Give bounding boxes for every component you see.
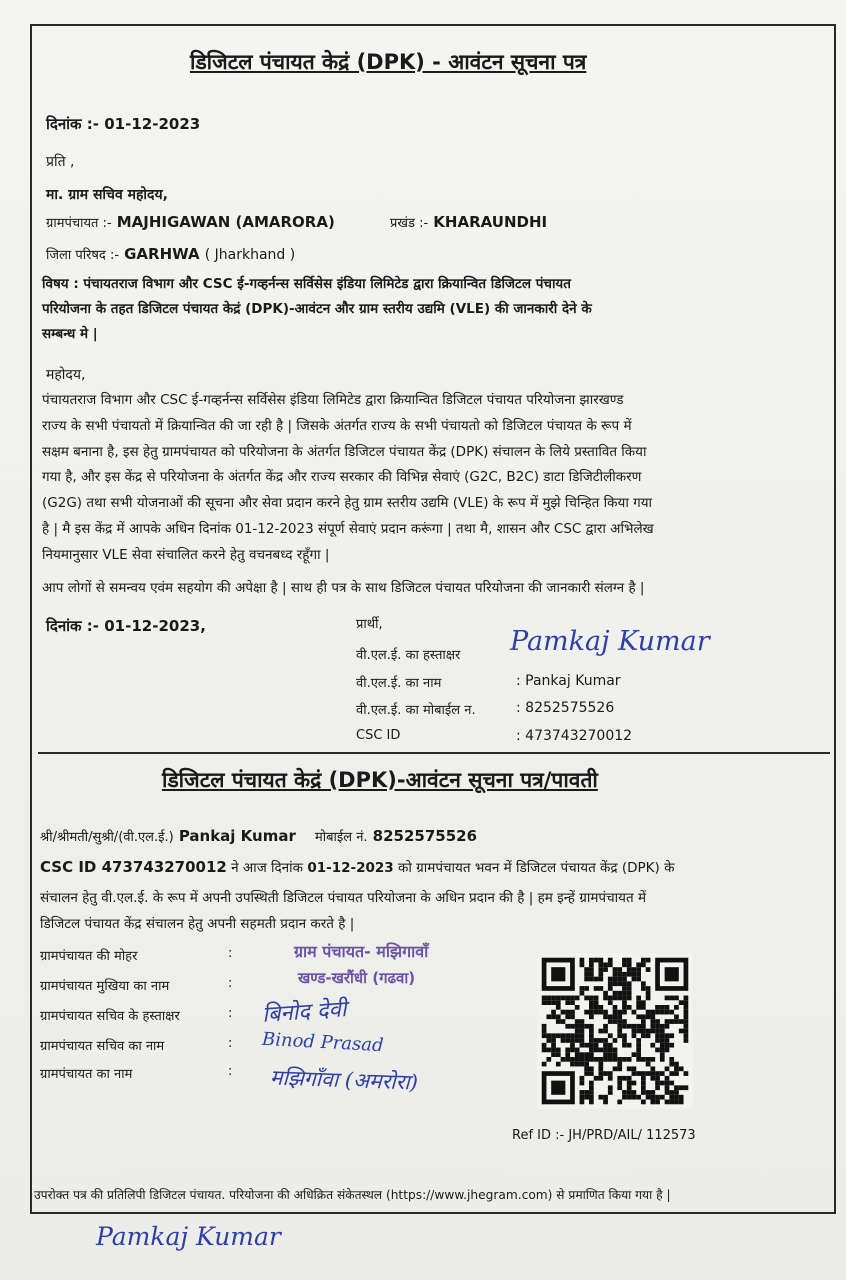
row-label-gp-name: ग्रामपंचायत का नाम xyxy=(40,1067,133,1082)
receipt-csc-id: CSC ID 473743270012 xyxy=(40,858,227,876)
gp-line xyxy=(46,212,335,231)
body-line: (G2G) तथा सभी योजनाओं की सूचना और सेवा प्रदान करने हेतु ग्राम स्तरीय उद्यमि (VLE) के रूप में मुझे चिन्हित किया गया xyxy=(42,495,653,512)
gp-name-handwritten: मझिगाँवा (अमरोरा) xyxy=(269,1065,419,1095)
receipt-text: को ग्रामपंचायत भवन में डिजिटल पंचायत केंद्र (DPK) के xyxy=(393,860,675,876)
row-label-secretary-name: ग्रामपंचायत सचिव का नाम xyxy=(40,1039,165,1054)
receipt-date: 01-12-2023 xyxy=(307,860,394,876)
vle-mobile-label: वी.एल.ई. का मोबाईल न. xyxy=(356,703,476,718)
recipient-line: मा. ग्राम सचिव महोदय, xyxy=(46,187,168,203)
row-label-seal: ग्रामपंचायत की मोहर xyxy=(40,949,138,964)
block-line xyxy=(390,212,547,231)
row-colon: : xyxy=(228,1006,233,1021)
csc-value: : 473743270012 xyxy=(516,728,633,744)
letter-title: डिजिटल पंचायत केद्रं (DPK) - आवंटन सूचना पत्र xyxy=(190,50,587,74)
vle-name-label: वी.एल.ई. का नाम xyxy=(356,676,442,691)
salutation: महोदय, xyxy=(46,367,86,383)
vle-name-value: : Pankaj Kumar xyxy=(516,673,621,689)
csc-label: CSC ID xyxy=(356,728,401,743)
block-label: प्रखंड :- xyxy=(390,216,429,231)
row-colon: : xyxy=(228,1064,233,1079)
row-colon: : xyxy=(228,1036,233,1051)
gp-label: ग्रामपंचायत :- xyxy=(46,216,112,231)
secretary-signature: बिनोद देवी xyxy=(261,997,348,1028)
receipt-mobile-label: मोबाईल नं. xyxy=(314,830,368,845)
prati-label: प्रति , xyxy=(46,154,75,170)
subject-line: सम्बन्ध मे | xyxy=(42,326,98,342)
receipt-text: ने आज दिनांक xyxy=(226,860,308,876)
district-value: GARHWA xyxy=(124,245,200,263)
section-divider xyxy=(38,752,830,754)
qr-code-icon xyxy=(537,953,693,1109)
vle-signature: Pamkaj Kumar xyxy=(510,626,710,657)
row-label-mukhiya: ग्रामपंचायत मुखिया का नाम xyxy=(40,979,170,994)
receipt-name-line xyxy=(40,826,477,845)
subject-block xyxy=(42,272,812,347)
vle-mobile-value: : 8252575526 xyxy=(516,700,615,716)
closing-line: आप लोगों से समन्वय एवंम सहयोग की अपेक्षा है | साथ ही पत्र के साथ डिजिटल पंचायत परियोजना की जानकारी संलग्न है | xyxy=(42,580,645,596)
body-line: गया है, और इस केंद्र से परियोजना के अंतर्गत केंद्र और राज्य सरकार की विभिन्न सेवाएं (G2C, B2C) डाटा डिजिटीलीकरण xyxy=(42,469,642,486)
body-line: राज्य के सभी पंचायतो में क्रियान्वित की जा रही है | जिसके अंतर्गत राज्य के सभी पंचायतो को डिजिटल पंचायत के रूप में xyxy=(42,417,632,434)
receipt-line-1 xyxy=(40,858,674,876)
bottom-signature: Pamkaj Kumar xyxy=(96,1222,281,1251)
footer-note: उपरोक्त पत्र की प्रतिलिपी डिजिटल पंचायत. परियोजना की अधिक्रित संकेतस्थल (https://www.jhegram.com) से प्रमाणित किया गया है | xyxy=(34,1188,671,1202)
receipt-title: डिजिटल पंचायत केद्रं (DPK)-आवंटन सूचना पत्र/पावती xyxy=(162,768,598,792)
name-prefix: श्री/श्रीमती/सुश्री/(वी.एल.ई.) xyxy=(40,830,174,845)
district-line xyxy=(46,244,295,263)
body-line: पंचायतराज विभाग और CSC ई-गव्हर्नन्स सर्विसेस इंडिया लिमिटेड द्वारा क्रियान्वित डिजिटल पंचायत परियोजना झारखण्ड xyxy=(42,392,624,408)
row-colon: : xyxy=(228,976,233,991)
panchayat-stamp-line-2: खण्ड-खरौंधी (गढवा) xyxy=(298,969,416,987)
applicant-label: प्रार्थी, xyxy=(356,617,383,632)
state-value: ( Jharkhand ) xyxy=(204,247,296,263)
second-date: दिनांक :- 01-12-2023, xyxy=(46,617,206,635)
body-line: सक्षम बनाना है, इस हेतु ग्रामपंचायत को परियोजना के अंतर्गत डिजिटल पंचायत केंद्र (DPK) संचालन के लिये प्रस्तावित किया xyxy=(42,443,647,460)
receipt-line-3: डिजिटल पंचायत केंद्र संचालन हेतु अपनी सहमती प्रदान करते है | xyxy=(40,916,355,932)
ref-id: Ref ID :- JH/PRD/AIL/ 112573 xyxy=(512,1128,696,1143)
row-label-secretary-sign: ग्रामपंचायत सचिव के हस्ताक्षर xyxy=(40,1009,180,1024)
district-label: जिला परिषद :- xyxy=(46,248,120,263)
vle-sign-label: वी.एल.ई. का हस्ताक्षर xyxy=(356,648,461,663)
panchayat-stamp-line-1: ग्राम पंचायत- मझिगावाँ xyxy=(294,942,429,961)
secretary-name-handwritten: Binod Prasad xyxy=(261,1028,385,1057)
body-line: नियमानुसार VLE सेवा संचालित करने हेतु वचनबध्द रहूँगा | xyxy=(42,546,330,563)
subject-line: परियोजना के तहत डिजिटल पंचायत केद्रं (DPK)-आवंटन और ग्राम स्तरीय उद्यमि (VLE) की जानकारी देने के xyxy=(42,301,592,317)
receipt-name: Pankaj Kumar xyxy=(178,827,296,845)
body-paragraph xyxy=(42,388,812,569)
row-colon: : xyxy=(228,946,233,961)
receipt-mobile: 8252575526 xyxy=(372,827,478,845)
subject-line: विषय : पंचायतराज विभाग और CSC ई-गव्हर्नन्स सर्विसेस इंडिया लिमिटेड द्वारा क्रियान्वित डिजिटल पंचायत xyxy=(42,276,571,292)
body-line: है | मै इस केंद्र में आपके अधिन दिनांक 01-12-2023 संपूर्ण सेवाएं प्रदान करूंगा | तथा मै, शासन और CSC द्वारा अभिलेख xyxy=(42,520,654,537)
receipt-line-2: संचालन हेतु वी.एल.ई. के रूप में अपनी उपस्थिती डिजिटल पंचायत परियोजना के अधिन प्रदान की है | हम इन्हें ग्रामपंचायत में xyxy=(40,890,647,906)
gp-value: MAJHIGAWAN (AMARORA) xyxy=(116,213,335,231)
block-value: KHARAUNDHI xyxy=(433,213,548,231)
letter-date: दिनांक :- 01-12-2023 xyxy=(46,115,201,133)
